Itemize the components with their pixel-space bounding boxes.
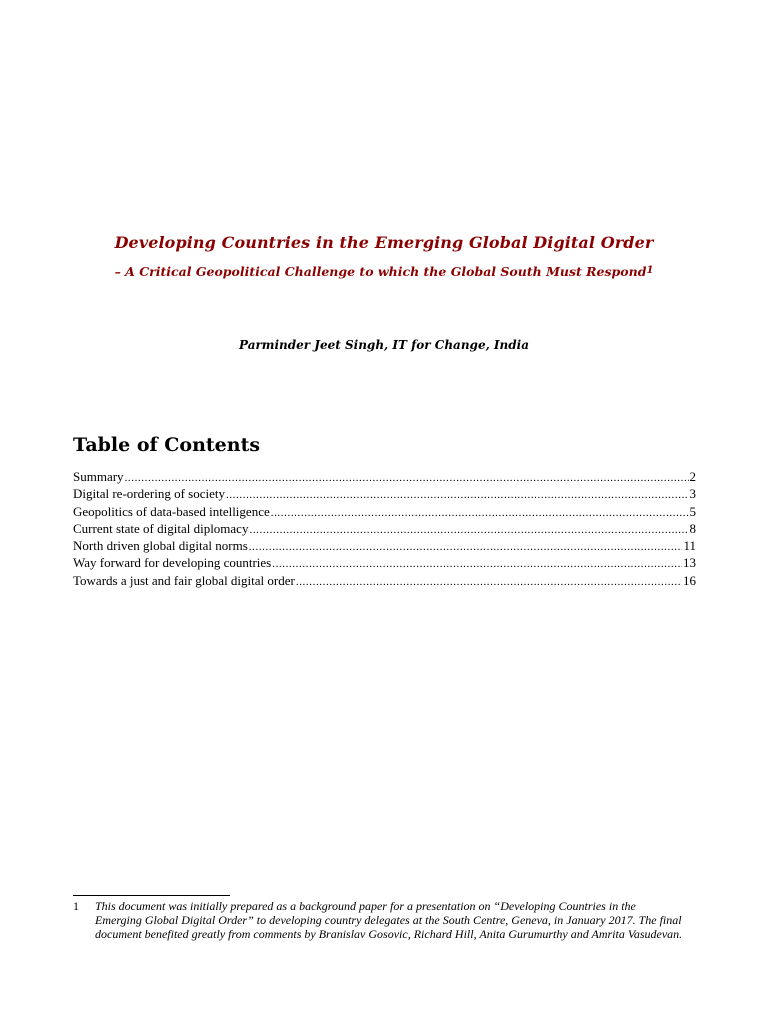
document-author: Parminder Jeet Singh, IT for Change, India — [239, 338, 529, 352]
toc-entry-label: Geopolitics of data-based intelligence — [73, 503, 270, 519]
footnote — [73, 899, 685, 942]
toc-dot-leader — [296, 575, 682, 590]
toc-entry-north-driven-norms[interactable] — [73, 538, 696, 555]
toc-dot-leader — [271, 506, 689, 521]
toc-entry-just-and-fair-order[interactable] — [73, 573, 696, 590]
subtitle-text: – A Critical Geopolitical Challenge to which the Global South Must Respond — [114, 264, 647, 279]
toc-entry-label: North driven global digital norms — [73, 538, 248, 554]
toc-dot-leader — [249, 540, 683, 555]
toc-entry-label: Summary — [73, 469, 124, 484]
toc-heading: Table of Contents — [73, 434, 261, 456]
toc-entry-label: Current state of digital diplomacy — [73, 520, 249, 536]
toc-entry-summary[interactable] — [73, 469, 696, 486]
toc-entry-page: 2 — [689, 469, 696, 484]
footnote-number: 1 — [73, 899, 79, 913]
toc-entry-label: Towards a just and fair global digital order — [73, 572, 295, 588]
footnote-text: This document was initially prepared as a background paper for a presentation on “Developing Countries in the Emerging Global Digital Order” to developing country delegates at the South Centre, Geneva, in January 2017. The final document benefited greatly from comments by Branislav Gosovic, Richard Hill, Anita Gurumurthy and Amrita Vasudevan. — [95, 899, 683, 942]
document-subtitle — [0, 264, 768, 279]
toc-entry-label: Way forward for developing countries — [73, 555, 272, 571]
toc-entry-page: 16 — [683, 572, 696, 588]
toc-entry-label: Digital re-ordering of society — [73, 486, 225, 502]
toc-entry-page: 11 — [683, 538, 696, 554]
toc-dot-leader — [249, 523, 688, 538]
toc-entry-page: 3 — [689, 486, 696, 502]
toc-entry-digital-diplomacy[interactable] — [73, 521, 696, 538]
toc-entry-page: 8 — [689, 520, 696, 536]
toc-dot-leader — [272, 557, 682, 572]
toc-entry-page: 13 — [683, 555, 696, 571]
toc-dot-leader — [226, 488, 689, 503]
table-of-contents — [73, 469, 696, 590]
toc-entry-page: 5 — [689, 503, 696, 519]
toc-dot-leader — [125, 471, 689, 486]
document-title: Developing Countries in the Emerging Global Digital Order — [114, 233, 654, 252]
footnote-separator — [73, 895, 230, 896]
subtitle-footnote-marker[interactable]: 1 — [646, 265, 654, 276]
toc-entry-geopolitics[interactable] — [73, 504, 696, 521]
toc-entry-way-forward[interactable] — [73, 555, 696, 572]
toc-entry-digital-re-ordering[interactable] — [73, 486, 696, 503]
